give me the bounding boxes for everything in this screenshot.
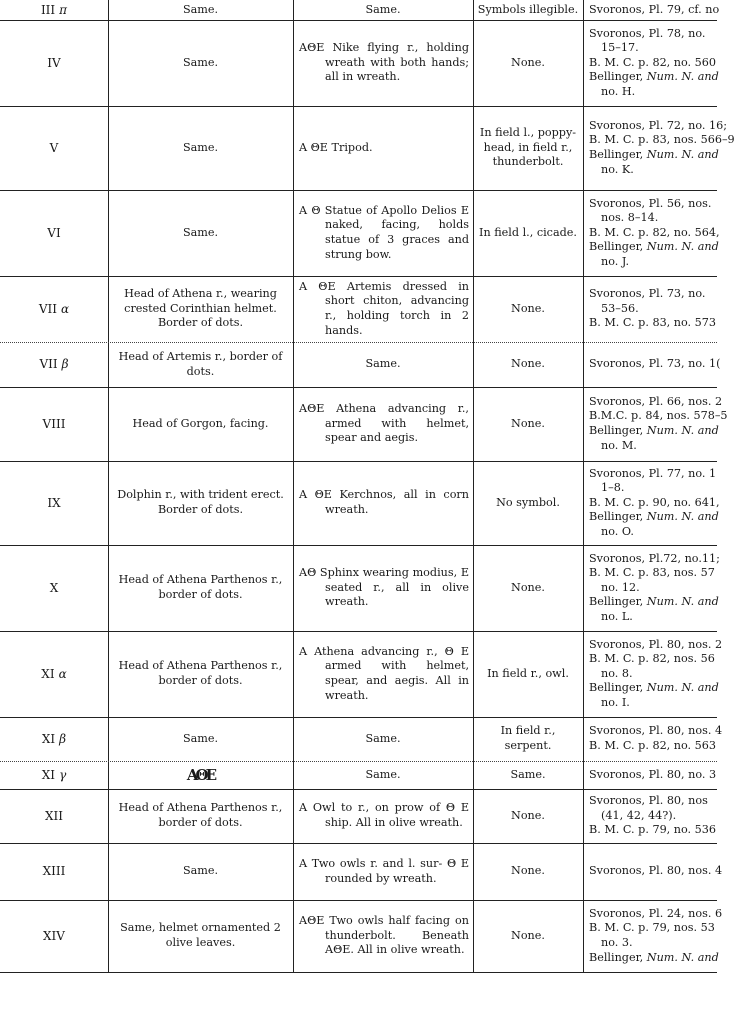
reference-text: Svoronos, Pl. 80, nos. 2 [589, 637, 723, 651]
reference-text: no. K. [601, 162, 634, 176]
obverse-text: Dolphin r., with trident erect. Border of dots. [117, 488, 284, 516]
reference-text: Svoronos, Pl. 24, nos. 6 [589, 906, 723, 920]
coin-type-number [0, 387, 108, 461]
obverse-text: Head of Athena Parthenos r., border of dots. [118, 801, 283, 829]
obverse-text: Same. [182, 140, 219, 154]
references [583, 276, 717, 342]
reference-line [589, 581, 717, 596]
reference-line [589, 794, 717, 809]
reverse-text: Α Owl to r., on prow of Θ Ε ship. All in olive wreath. [299, 801, 469, 829]
obverse-description [108, 190, 293, 276]
reference-title: Num. N. and [646, 148, 719, 161]
reference-line [589, 481, 717, 496]
symbols-description [473, 843, 583, 900]
reference-lines [589, 287, 717, 331]
reference-line [589, 739, 717, 754]
reference-text: Svoronos, Pl. 80, nos. 4 [589, 864, 723, 878]
reference-text: Bellinger, [589, 681, 647, 695]
reference-line [589, 85, 717, 100]
obverse-description [108, 461, 293, 545]
reverse-description [293, 843, 473, 900]
reverse-description [293, 789, 473, 843]
symbols-description [473, 276, 583, 342]
symbols-text: In field r., serpent. [500, 724, 556, 752]
reference-lines [589, 794, 717, 838]
reference-text: 53–56. [601, 301, 639, 315]
coin-type-number [0, 190, 108, 276]
reference-lines [589, 724, 723, 753]
obverse-text: Same. [182, 731, 219, 745]
obverse-text: Head of Artemis r., border of dots. [118, 349, 283, 378]
symbols-description [473, 0, 583, 20]
type-variant-letter: β [59, 731, 67, 746]
coin-type-number [0, 789, 108, 843]
reference-text: Svoronos, Pl. 66, nos. 2 [589, 394, 723, 408]
type-numeral: IX [47, 495, 61, 510]
obverse-description [108, 0, 293, 20]
reverse-text: Α ΘΕ Kerchnos, all in corn wreath. [299, 488, 469, 516]
reference-lines [589, 864, 723, 879]
symbols-description [473, 545, 583, 631]
reverse-text: Α Two owls r. and l. sur- Θ Ε rounded by wreath. [299, 856, 469, 885]
reference-line [589, 424, 717, 439]
reference-lines [589, 27, 717, 100]
reference-line [589, 409, 728, 424]
reference-text: B. M. C. p. 79, no. 536 [589, 823, 717, 837]
symbols-text: In field l., cicade. [479, 225, 577, 239]
reference-line [589, 495, 720, 511]
reference-line [589, 287, 717, 302]
coin-type-number [0, 106, 108, 190]
reference-line [589, 133, 735, 148]
reverse-description [293, 0, 473, 20]
references [583, 106, 735, 190]
reference-line [589, 823, 717, 838]
obverse-description [108, 106, 293, 190]
reference-text: B. M. C. p. 82, no. 560 [589, 55, 717, 69]
references [583, 631, 723, 717]
type-variant-letter: α [58, 666, 67, 681]
reference-line [589, 566, 717, 581]
type-numeral: XI [41, 731, 56, 746]
symbols-description [473, 342, 583, 387]
obverse-text: Same. [182, 55, 219, 69]
symbols-text: None. [511, 416, 545, 430]
references [583, 545, 720, 631]
reference-line [589, 41, 717, 56]
type-variant-letter: π [59, 2, 68, 17]
obverse-description [108, 342, 293, 387]
reverse-description [293, 20, 473, 106]
reference-line [589, 2, 720, 18]
reference-lines [589, 551, 720, 625]
reference-line [589, 316, 717, 331]
symbols-description [473, 106, 583, 190]
reference-text: B. M. C. p. 83, nos. 57 [589, 566, 715, 580]
reference-text: B. M. C. p. 79, nos. 53 [589, 921, 715, 935]
reference-line [589, 394, 723, 410]
references [583, 461, 720, 545]
reference-line [589, 906, 723, 922]
reference-text: nos. 8–14. [601, 211, 659, 225]
reference-lines [589, 637, 723, 711]
symbols-description [473, 20, 583, 106]
type-numeral: XIV [43, 928, 65, 943]
obverse-text: Same. [182, 864, 219, 878]
symbols-text: None. [511, 864, 545, 878]
obverse-description [108, 717, 293, 761]
reference-text: B. M. C. p. 83, no. 573 [589, 316, 717, 330]
reference-text: Bellinger, [589, 148, 647, 161]
type-numeral: VI [47, 225, 61, 240]
references [583, 761, 717, 789]
symbols-description [473, 631, 583, 717]
reference-line [589, 27, 717, 42]
reference-text: Svoronos, Pl.72, no.11; [589, 551, 720, 565]
reference-title: Num. N. and [646, 424, 719, 437]
reference-line [589, 551, 720, 567]
reverse-text: Same. [365, 731, 401, 745]
reference-lines [589, 196, 720, 270]
reference-text: 1–8. [601, 481, 625, 495]
references [583, 789, 717, 843]
reference-text: no. M. [601, 438, 637, 452]
type-numeral: IV [47, 55, 61, 70]
reference-text: Svoronos, Pl. 77, no. 1 [589, 466, 717, 480]
reverse-description [293, 190, 473, 276]
type-numeral: XI [41, 666, 55, 681]
reverse-description [293, 387, 473, 461]
reverse-description [293, 631, 473, 717]
symbols-description [473, 789, 583, 843]
reference-line [589, 467, 717, 482]
obverse-text: Head of Gorgon, facing. [132, 416, 269, 430]
obverse-text: Same, helmet ornamented 2 olive leaves. [120, 921, 281, 949]
reverse-description [293, 545, 473, 631]
reference-line [589, 809, 717, 824]
references [583, 843, 723, 900]
type-numeral: III [40, 2, 56, 17]
references [583, 900, 723, 972]
symbols-text: None. [511, 357, 545, 371]
reference-text: Bellinger, [589, 595, 647, 609]
reference-text: no. I. [601, 695, 630, 709]
obverse-text: Same. [182, 225, 219, 239]
obverse-description [108, 276, 293, 342]
references [583, 0, 720, 20]
type-variant-letter: α [61, 301, 70, 316]
references [583, 190, 720, 276]
reference-text: B. M. C. p. 90, no. 641, [589, 495, 720, 509]
reverse-text: Α Θ Statue of Apollo Delios Ε naked, facing, holds statue of 3 graces and strung bow. [299, 203, 469, 261]
reference-text: no. J. [601, 254, 630, 268]
reference-line [589, 118, 728, 134]
reverse-description [293, 900, 473, 972]
reference-lines [589, 2, 720, 18]
reverse-text: Α ΘΕ Tripod. [299, 140, 373, 154]
coin-type-number [0, 761, 108, 789]
reference-line [589, 921, 717, 936]
reference-title: Num. N. and [646, 950, 719, 964]
reference-text: no. H. [601, 84, 636, 98]
obverse-description [108, 789, 293, 843]
obverse-text: Head of Athena r., wearing crested Corinthian helmet. Border of dots. [124, 287, 277, 330]
reference-lines [589, 394, 728, 453]
reverse-text: Α ΘΕ Artemis dressed in short chiton, advancing r., holding torch in 2 hands. [299, 279, 469, 337]
symbols-description [473, 461, 583, 545]
symbols-description [473, 761, 583, 789]
reference-text: Svoronos, Pl. 80, nos. 4 [589, 724, 723, 738]
reference-line [589, 197, 717, 212]
symbols-text: None. [511, 580, 545, 594]
reference-line [589, 936, 717, 951]
reference-text: B. M. C. p. 82, nos. 56 [589, 652, 715, 666]
reference-line [589, 439, 717, 454]
references [583, 20, 717, 106]
type-numeral: V [49, 140, 59, 155]
coin-type-number [0, 342, 108, 387]
reference-line [589, 240, 717, 255]
obverse-description [108, 900, 293, 972]
reverse-text: Same. [365, 357, 401, 371]
obverse-text: Same. [182, 2, 219, 16]
reference-line [589, 595, 717, 610]
obverse-description [108, 20, 293, 106]
reference-line [589, 302, 717, 317]
reverse-text: ΑΘ Sphinx wearing modius, Ε seated r., all in olive wreath. [299, 566, 469, 609]
reference-title: Num. N. and [646, 240, 719, 254]
symbols-text: Same. [510, 767, 546, 781]
symbols-text: None. [511, 301, 545, 315]
symbols-text: None. [511, 928, 545, 942]
reverse-description [293, 106, 473, 190]
coin-type-number [0, 20, 108, 106]
reference-text: Bellinger, [589, 950, 647, 964]
reverse-text: ΑΘΕ Two owls half facing on thunderbolt. Beneath ΑΘΕ. All in olive wreath. [299, 914, 469, 957]
coin-type-number [0, 900, 108, 972]
coin-type-number [0, 843, 108, 900]
row-rule [0, 972, 717, 973]
symbols-description [473, 190, 583, 276]
obverse-description [108, 545, 293, 631]
symbols-text: None. [511, 55, 545, 69]
reverse-text: Same. [365, 767, 401, 781]
reference-line [589, 864, 723, 879]
coin-type-number [0, 545, 108, 631]
reference-line [589, 525, 717, 540]
reference-text: no. O. [601, 524, 634, 538]
reference-line [589, 610, 717, 625]
reference-text: B.M.C. p. 84, nos. 578–5 [589, 409, 728, 423]
reference-line [589, 163, 717, 178]
reference-line [589, 225, 720, 241]
type-numeral: VIII [42, 416, 66, 431]
symbols-description [473, 900, 583, 972]
reverse-text: Same. [365, 2, 401, 16]
reference-lines [589, 357, 721, 372]
reference-text: no. 12. [601, 580, 640, 594]
reference-line [589, 667, 717, 682]
symbols-text: In field l., poppy-head, in field r., thunderbolt. [479, 126, 577, 169]
coin-type-number [0, 461, 108, 545]
obverse-description [108, 843, 293, 900]
obverse-text: Head of Athena Parthenos r., border of dots. [118, 659, 283, 687]
reverse-text: Α Athena advancing r., Θ Ε armed with helmet, spear, and aegis. All in wreath. [299, 644, 469, 702]
symbols-text: No symbol. [496, 495, 560, 509]
type-variant-letter: β [61, 357, 69, 372]
obverse-text: Head of Athena Parthenos r., border of dots. [118, 573, 283, 601]
reference-text: Bellinger, [589, 510, 647, 524]
reference-text: Svoronos, Pl. 73, no. 1( [589, 357, 721, 371]
reference-line [589, 357, 721, 372]
symbols-text: In field r., owl. [487, 666, 569, 680]
reference-text: (41, 42, 44?). [601, 808, 677, 822]
type-numeral: XIII [42, 864, 66, 879]
reference-lines [589, 768, 717, 783]
reference-line [589, 70, 717, 85]
coin-type-number [0, 631, 108, 717]
reference-text: 15–17. [601, 41, 639, 55]
reverse-description [293, 276, 473, 342]
symbols-description [473, 387, 583, 461]
reference-line [589, 510, 717, 525]
reference-line [589, 696, 717, 711]
reverse-description [293, 717, 473, 761]
reference-lines [589, 906, 723, 965]
reference-text: Bellinger, [589, 424, 647, 437]
reference-text: Svoronos, Pl. 72, no. 16; [589, 118, 728, 132]
references [583, 342, 721, 387]
reference-text: Bellinger, [589, 240, 647, 254]
reference-title: Num. N. and [646, 70, 719, 84]
reference-text: B. M. C. p. 82, no. 564, [589, 225, 720, 239]
reverse-description [293, 761, 473, 789]
obverse-description [108, 631, 293, 717]
reference-text: B. M. C. p. 82, no. 563 [589, 739, 717, 752]
reverse-text: ΑΘΕ Athena advancing r., armed with helmet, spear and aegis. [299, 402, 469, 445]
reference-line [589, 56, 717, 71]
type-numeral: XII [44, 808, 64, 823]
reference-line [589, 951, 717, 966]
ligature-monogram: ΑΘΕ [186, 765, 215, 784]
reference-line [589, 724, 723, 739]
reference-lines [589, 118, 735, 177]
reference-text: no. L. [601, 609, 633, 623]
reference-line [589, 148, 717, 163]
type-numeral: VII [39, 357, 58, 372]
reference-title: Num. N. and [646, 595, 719, 609]
reference-title: Num. N. and [646, 681, 719, 695]
reference-text: no. 3. [601, 936, 633, 949]
reference-title: Num. N. and [646, 510, 719, 524]
reference-text: Svoronos, Pl. 80, nos [589, 794, 708, 808]
reference-text: Bellinger, [589, 70, 647, 84]
reverse-description [293, 461, 473, 545]
type-numeral: XI [41, 767, 56, 782]
reference-line [589, 637, 723, 653]
reference-line [589, 768, 717, 783]
references [583, 387, 728, 461]
reference-text: Svoronos, Pl. 79, cf. no [589, 2, 720, 16]
coin-type-number [0, 276, 108, 342]
symbols-description [473, 717, 583, 761]
obverse-description [108, 761, 293, 789]
reference-line [589, 211, 717, 226]
reference-text: Svoronos, Pl. 56, nos. [589, 196, 712, 210]
reverse-text: ΑΘΕ Nike flying r., holding wreath with both hands; all in wreath. [299, 41, 469, 84]
type-numeral: VII [38, 301, 58, 316]
reference-text: Svoronos, Pl. 78, no. [589, 26, 706, 40]
type-numeral: X [49, 580, 59, 595]
reverse-description [293, 342, 473, 387]
type-variant-letter: γ [59, 767, 67, 782]
reference-text: Svoronos, Pl. 80, no. 3 [589, 767, 717, 781]
coin-type-number [0, 717, 108, 761]
symbols-text: Symbols illegible. [477, 2, 579, 16]
reference-text: no. 8. [601, 666, 633, 680]
reference-text: Svoronos, Pl. 73, no. [589, 287, 706, 301]
references [583, 717, 723, 761]
reference-text: B. M. C. p. 83, nos. 566–9 [589, 133, 735, 147]
reference-line [589, 681, 717, 696]
coin-type-number [0, 0, 108, 20]
reference-line [589, 652, 717, 667]
reference-lines [589, 466, 720, 540]
obverse-description [108, 387, 293, 461]
reference-line [589, 255, 717, 270]
symbols-text: None. [511, 808, 545, 822]
